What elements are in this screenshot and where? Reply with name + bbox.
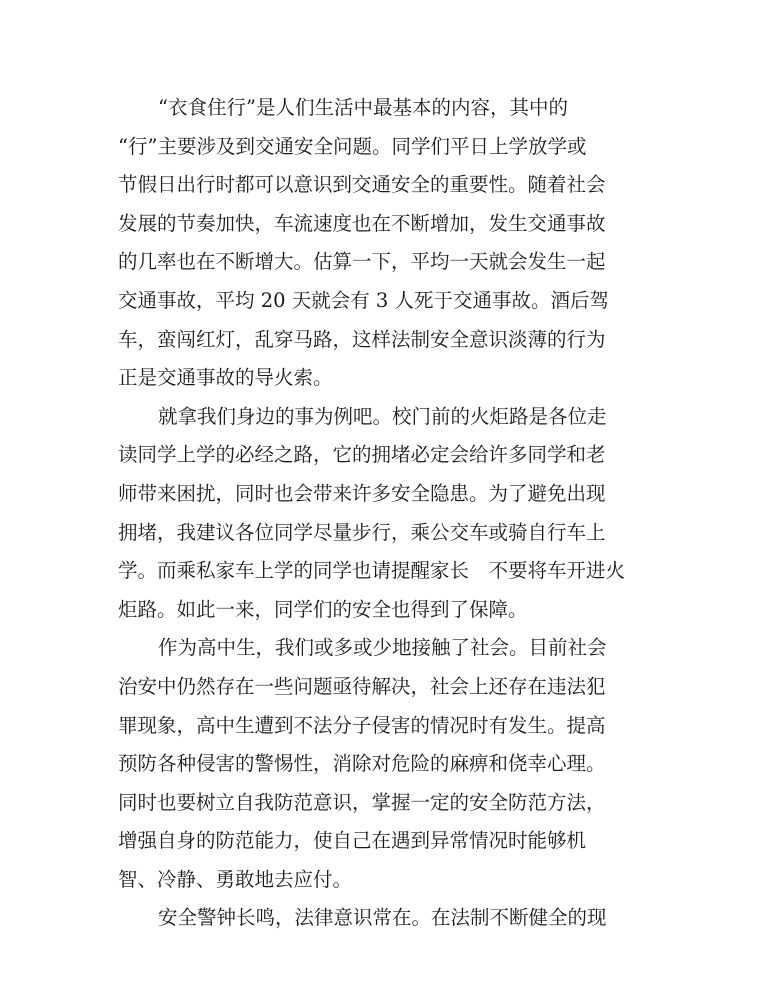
paragraph-3-line-6: 增强自身的防范能力，使自己在遇到异常情况时能够机 <box>118 829 587 853</box>
paragraph-2-line-1: 就拿我们身边的事为例吧。校门前的火炬路是各位走 <box>158 404 607 428</box>
paragraph-1-line-1: “衣食住行”是人们生活中最基本的内容，其中的 <box>158 96 568 119</box>
paragraph-2-line-4: 拥堵，我建议各位同学尽量步行，乘公交车或骑自行车上 <box>118 520 606 544</box>
paragraph-1-line-3: 节假日出行时都可以意识到交通安全的重要性。随着社会 <box>118 173 606 197</box>
document-body <box>118 89 668 938</box>
paragraph-2-line-3: 师带来困扰，同时也会带来许多安全隐患。为了避免出现 <box>118 481 606 505</box>
paragraph-3-line-5: 同时也要树立自我防范意识，掌握一定的安全防范方法， <box>118 790 606 814</box>
paragraph-2-line-6: 炬路。如此一来，同学们的安全也得到了保障。 <box>118 597 528 621</box>
paragraph-3-line-1: 作为高中生，我们或多或少地接触了社会。目前社会 <box>158 636 607 660</box>
paragraph-3-line-7: 智、冷静、勇敢地去应付。 <box>118 867 353 891</box>
paragraph-1-line-2: “行”主要涉及到交通安全问题。同学们平日上学放学或 <box>118 134 587 158</box>
paragraph-3-line-3: 罪现象，高中生遭到不法分子侵害的情况时有发生。提高 <box>118 713 606 737</box>
paragraph-1-line-8: 正是交通事故的导火索。 <box>118 366 333 390</box>
paragraph-1-line-7: 车，蛮闯红灯，乱穿马路，这样法制安全意识淡薄的行为 <box>118 327 606 351</box>
paragraph-1-line-4: 发展的节奏加快，车流速度也在不断增加，发生交通事故 <box>118 211 606 235</box>
paragraph-3-line-4: 预防各种侵害的警惕性，消除对危险的麻痹和侥幸心理。 <box>118 752 606 776</box>
paragraph-2-line-5: 学。而乘私家车上学的同学也请提醒家长 不要将车开进火 <box>118 559 626 583</box>
paragraph-3-line-2: 治安中仍然存在一些问题亟待解决，社会上还存在违法犯 <box>118 674 606 698</box>
paragraph-2-line-2: 读同学上学的必经之路，它的拥堵必定会给许多同学和老 <box>118 443 606 467</box>
paragraph-4-line-1: 安全警钟长鸣，法律意识常在。在法制不断健全的现 <box>158 906 607 930</box>
paragraph-1-line-6: 交通事故，平均 20 天就会有 3 人死于交通事故。酒后驾 <box>118 288 610 312</box>
paragraph-1-line-5: 的几率也在不断增大。估算一下，平均一天就会发生一起 <box>118 250 606 274</box>
